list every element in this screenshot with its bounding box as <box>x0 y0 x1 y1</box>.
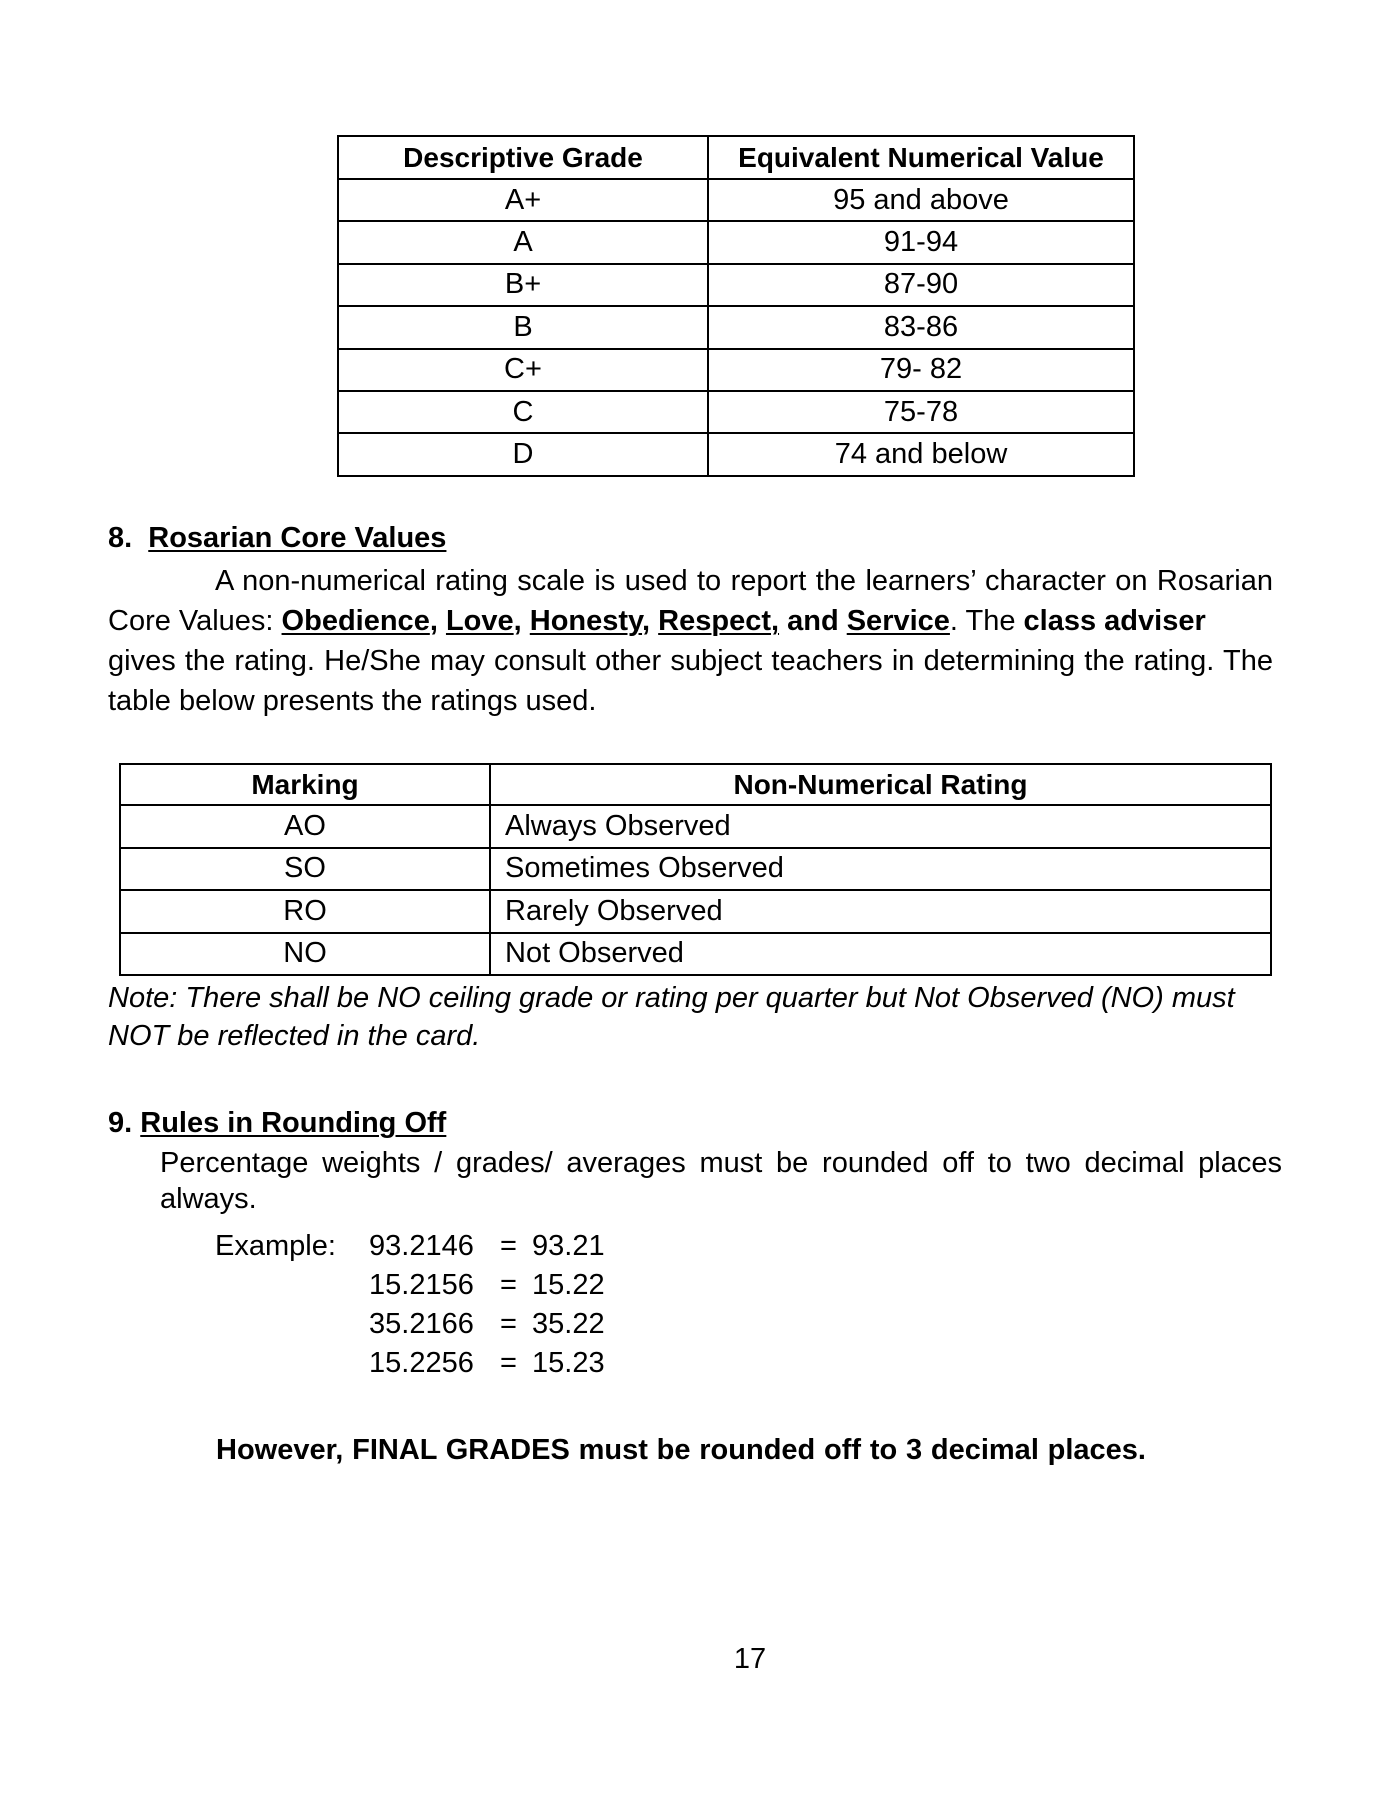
grade-cell: C+ <box>338 349 708 391</box>
paragraph-line: always. <box>160 1183 257 1215</box>
grade-cell: B+ <box>338 264 708 306</box>
text-span: Core Values: <box>108 605 282 637</box>
equals-sign: = <box>500 1269 517 1301</box>
table-row <box>338 391 1134 433</box>
grade-cell: B <box>338 306 708 348</box>
table-row <box>120 890 1271 933</box>
table-row <box>338 349 1134 391</box>
core-value-service: Service <box>846 605 950 637</box>
grade-equivalence-table <box>337 135 1135 477</box>
table-row <box>120 805 1271 848</box>
section-8-heading <box>108 520 446 556</box>
section-number: 8. <box>108 522 133 554</box>
final-grades-note: However, FINAL GRADES must be rounded off to 3 decimal places. <box>216 1434 1146 1466</box>
section-title: Rules in Rounding Off <box>140 1107 447 1139</box>
table-row <box>338 264 1134 306</box>
column-header-equivalent-value: Equivalent Numerical Value <box>708 136 1134 179</box>
marking-cell: RO <box>120 890 490 933</box>
section-title: Rosarian Core Values <box>148 522 447 554</box>
marking-cell: SO <box>120 848 490 891</box>
core-values-line <box>108 603 1206 639</box>
rating-cell: Not Observed <box>490 933 1271 976</box>
grade-cell: A+ <box>338 179 708 221</box>
value-cell: 79- 82 <box>708 349 1134 391</box>
column-header-descriptive-grade: Descriptive Grade <box>338 136 708 179</box>
paragraph-line: gives the rating. He/She may consult other subject teachers in determining the rating. The <box>108 645 1273 677</box>
value-cell: 91-94 <box>708 221 1134 263</box>
equals-sign: = <box>500 1347 517 1379</box>
table-row <box>120 933 1271 976</box>
paragraph-line: A non-numerical rating scale is used to report the learners’ character on Rosarian <box>215 565 1273 597</box>
example-input: 15.2156 <box>369 1269 474 1301</box>
grade-cell: C <box>338 391 708 433</box>
marking-rating-table <box>119 763 1272 976</box>
column-header-non-numerical-rating: Non-Numerical Rating <box>490 764 1271 805</box>
column-header-marking: Marking <box>120 764 490 805</box>
value-cell: 83-86 <box>708 306 1134 348</box>
page-number: 17 <box>733 1643 767 1675</box>
example-label: Example: <box>215 1230 336 1262</box>
example-input: 35.2166 <box>369 1308 474 1340</box>
table-row <box>338 179 1134 221</box>
section-number: 9. <box>108 1107 133 1139</box>
value-cell: 74 and below <box>708 433 1134 475</box>
note-line: Note: There shall be NO ceiling grade or rating per quarter but Not Observed (NO) must <box>108 982 1235 1014</box>
table-row <box>338 306 1134 348</box>
rating-cell: Always Observed <box>490 805 1271 848</box>
table-header-row <box>120 764 1271 805</box>
text-span: , <box>513 605 522 637</box>
equals-sign: = <box>500 1308 517 1340</box>
marking-cell: NO <box>120 933 490 976</box>
rating-cell: Rarely Observed <box>490 890 1271 933</box>
example-input: 15.2256 <box>369 1347 474 1379</box>
core-value-obedience: Obedience <box>281 605 430 637</box>
example-result: 93.21 <box>532 1230 605 1262</box>
paragraph-line: Percentage weights / grades/ averages must be rounded off to two decimal places <box>160 1147 1282 1179</box>
section-9-heading <box>108 1105 446 1141</box>
example-result: 35.22 <box>532 1308 605 1340</box>
example-input: 93.2146 <box>369 1230 474 1262</box>
note-line: NOT be reflected in the card. <box>108 1020 481 1052</box>
equals-sign: = <box>500 1230 517 1262</box>
table-row <box>338 433 1134 475</box>
rating-cell: Sometimes Observed <box>490 848 1271 891</box>
text-span: , <box>642 605 651 637</box>
text-span: . The <box>949 605 1024 637</box>
value-cell: 75-78 <box>708 391 1134 433</box>
core-value-love: Love <box>445 605 514 637</box>
grade-cell: D <box>338 433 708 475</box>
core-value-honesty: Honesty <box>529 605 643 637</box>
core-value-respect: Respect, <box>658 605 780 637</box>
text-span: and <box>779 605 847 637</box>
paragraph-line: table below presents the ratings used. <box>108 685 597 717</box>
grade-cell: A <box>338 221 708 263</box>
table-row <box>338 221 1134 263</box>
table-row <box>120 848 1271 891</box>
example-result: 15.23 <box>532 1347 605 1379</box>
table-header-row <box>338 136 1134 179</box>
class-adviser-term: class adviser <box>1023 605 1206 637</box>
example-result: 15.22 <box>532 1269 605 1301</box>
text-span: , <box>429 605 438 637</box>
marking-cell: AO <box>120 805 490 848</box>
value-cell: 95 and above <box>708 179 1134 221</box>
value-cell: 87-90 <box>708 264 1134 306</box>
